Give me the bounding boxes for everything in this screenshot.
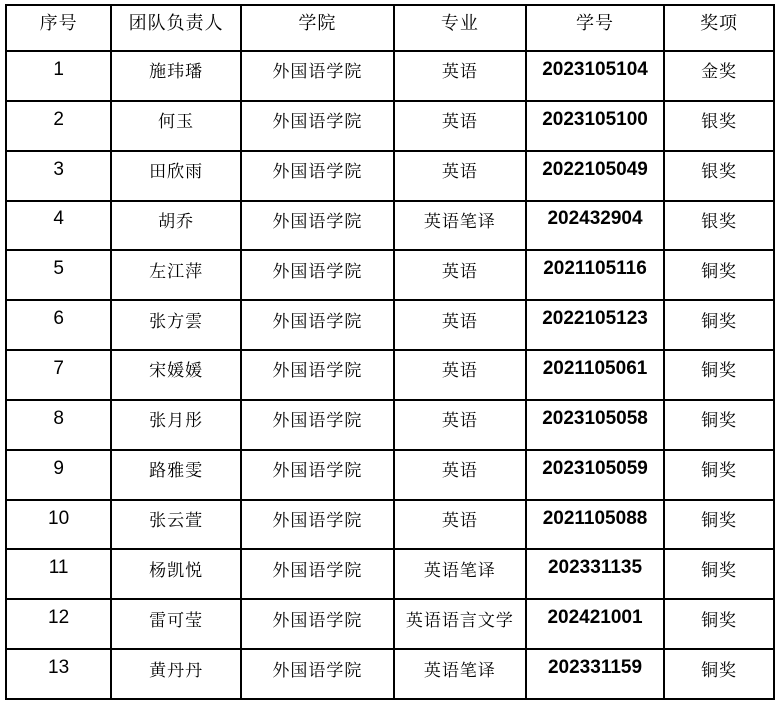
cell-major: 英语笔译 bbox=[394, 649, 526, 699]
cell-award: 铜奖 bbox=[664, 649, 774, 699]
cell-id: 2023105104 bbox=[526, 51, 664, 101]
header-cell-leader: 团队负责人 bbox=[111, 5, 241, 51]
cell-seq: 8 bbox=[6, 400, 111, 450]
cell-seq: 7 bbox=[6, 350, 111, 400]
cell-major: 英语 bbox=[394, 350, 526, 400]
cell-leader: 何玉 bbox=[111, 101, 241, 151]
cell-leader: 施玮璠 bbox=[111, 51, 241, 101]
cell-seq: 11 bbox=[6, 549, 111, 599]
cell-seq: 3 bbox=[6, 151, 111, 201]
cell-college: 外国语学院 bbox=[241, 300, 394, 350]
cell-seq: 10 bbox=[6, 500, 111, 550]
cell-leader: 胡乔 bbox=[111, 201, 241, 251]
cell-college: 外国语学院 bbox=[241, 549, 394, 599]
table-row bbox=[6, 450, 774, 500]
cell-award: 铜奖 bbox=[664, 549, 774, 599]
cell-id: 202331159 bbox=[526, 649, 664, 699]
cell-college: 外国语学院 bbox=[241, 500, 394, 550]
header-cell-award: 奖项 bbox=[664, 5, 774, 51]
cell-major: 英语 bbox=[394, 101, 526, 151]
cell-college: 外国语学院 bbox=[241, 250, 394, 300]
cell-id: 202331135 bbox=[526, 549, 664, 599]
cell-id: 2022105049 bbox=[526, 151, 664, 201]
table-row bbox=[6, 151, 774, 201]
cell-award: 银奖 bbox=[664, 151, 774, 201]
table-row bbox=[6, 51, 774, 101]
cell-major: 英语 bbox=[394, 151, 526, 201]
cell-leader: 左江萍 bbox=[111, 250, 241, 300]
header-cell-major: 专业 bbox=[394, 5, 526, 51]
table-row bbox=[6, 250, 774, 300]
cell-id: 2023105100 bbox=[526, 101, 664, 151]
cell-college: 外国语学院 bbox=[241, 400, 394, 450]
cell-id: 2023105059 bbox=[526, 450, 664, 500]
cell-college: 外国语学院 bbox=[241, 201, 394, 251]
cell-seq: 6 bbox=[6, 300, 111, 350]
cell-major: 英语语言文学 bbox=[394, 599, 526, 649]
cell-major: 英语 bbox=[394, 300, 526, 350]
cell-id: 202432904 bbox=[526, 201, 664, 251]
cell-major: 英语 bbox=[394, 500, 526, 550]
cell-award: 铜奖 bbox=[664, 250, 774, 300]
cell-leader: 张云萱 bbox=[111, 500, 241, 550]
cell-seq: 9 bbox=[6, 450, 111, 500]
cell-seq: 5 bbox=[6, 250, 111, 300]
cell-leader: 张月彤 bbox=[111, 400, 241, 450]
cell-leader: 宋媛媛 bbox=[111, 350, 241, 400]
table-row bbox=[6, 400, 774, 450]
cell-seq: 2 bbox=[6, 101, 111, 151]
cell-leader: 黄丹丹 bbox=[111, 649, 241, 699]
cell-id: 2022105123 bbox=[526, 300, 664, 350]
table-row bbox=[6, 599, 774, 649]
cell-id: 2021105116 bbox=[526, 250, 664, 300]
cell-college: 外国语学院 bbox=[241, 151, 394, 201]
cell-college: 外国语学院 bbox=[241, 450, 394, 500]
cell-id: 2021105061 bbox=[526, 350, 664, 400]
cell-award: 铜奖 bbox=[664, 400, 774, 450]
table-row bbox=[6, 649, 774, 699]
cell-award: 银奖 bbox=[664, 201, 774, 251]
cell-major: 英语 bbox=[394, 450, 526, 500]
cell-award: 铜奖 bbox=[664, 450, 774, 500]
cell-seq: 13 bbox=[6, 649, 111, 699]
table-row bbox=[6, 500, 774, 550]
cell-award: 铜奖 bbox=[664, 599, 774, 649]
cell-college: 外国语学院 bbox=[241, 350, 394, 400]
cell-major: 英语 bbox=[394, 51, 526, 101]
cell-leader: 路雅雯 bbox=[111, 450, 241, 500]
cell-leader: 雷可莹 bbox=[111, 599, 241, 649]
cell-award: 银奖 bbox=[664, 101, 774, 151]
cell-major: 英语 bbox=[394, 400, 526, 450]
cell-award: 铜奖 bbox=[664, 300, 774, 350]
cell-leader: 杨凯悦 bbox=[111, 549, 241, 599]
table-row bbox=[6, 350, 774, 400]
header-cell-id: 学号 bbox=[526, 5, 664, 51]
table-row bbox=[6, 300, 774, 350]
cell-id: 2023105058 bbox=[526, 400, 664, 450]
table-row bbox=[6, 201, 774, 251]
table-body bbox=[6, 51, 774, 699]
cell-major: 英语笔译 bbox=[394, 201, 526, 251]
cell-award: 铜奖 bbox=[664, 350, 774, 400]
cell-award: 铜奖 bbox=[664, 500, 774, 550]
header-cell-college: 学院 bbox=[241, 5, 394, 51]
table-header-row bbox=[6, 5, 774, 51]
cell-award: 金奖 bbox=[664, 51, 774, 101]
cell-seq: 4 bbox=[6, 201, 111, 251]
table-row bbox=[6, 101, 774, 151]
cell-college: 外国语学院 bbox=[241, 649, 394, 699]
cell-major: 英语 bbox=[394, 250, 526, 300]
cell-college: 外国语学院 bbox=[241, 51, 394, 101]
cell-leader: 田欣雨 bbox=[111, 151, 241, 201]
table-row bbox=[6, 549, 774, 599]
cell-leader: 张方雲 bbox=[111, 300, 241, 350]
cell-college: 外国语学院 bbox=[241, 599, 394, 649]
cell-id: 202421001 bbox=[526, 599, 664, 649]
cell-seq: 12 bbox=[6, 599, 111, 649]
cell-major: 英语笔译 bbox=[394, 549, 526, 599]
award-results-table bbox=[5, 4, 775, 700]
header-cell-seq: 序号 bbox=[6, 5, 111, 51]
cell-college: 外国语学院 bbox=[241, 101, 394, 151]
cell-seq: 1 bbox=[6, 51, 111, 101]
cell-id: 2021105088 bbox=[526, 500, 664, 550]
